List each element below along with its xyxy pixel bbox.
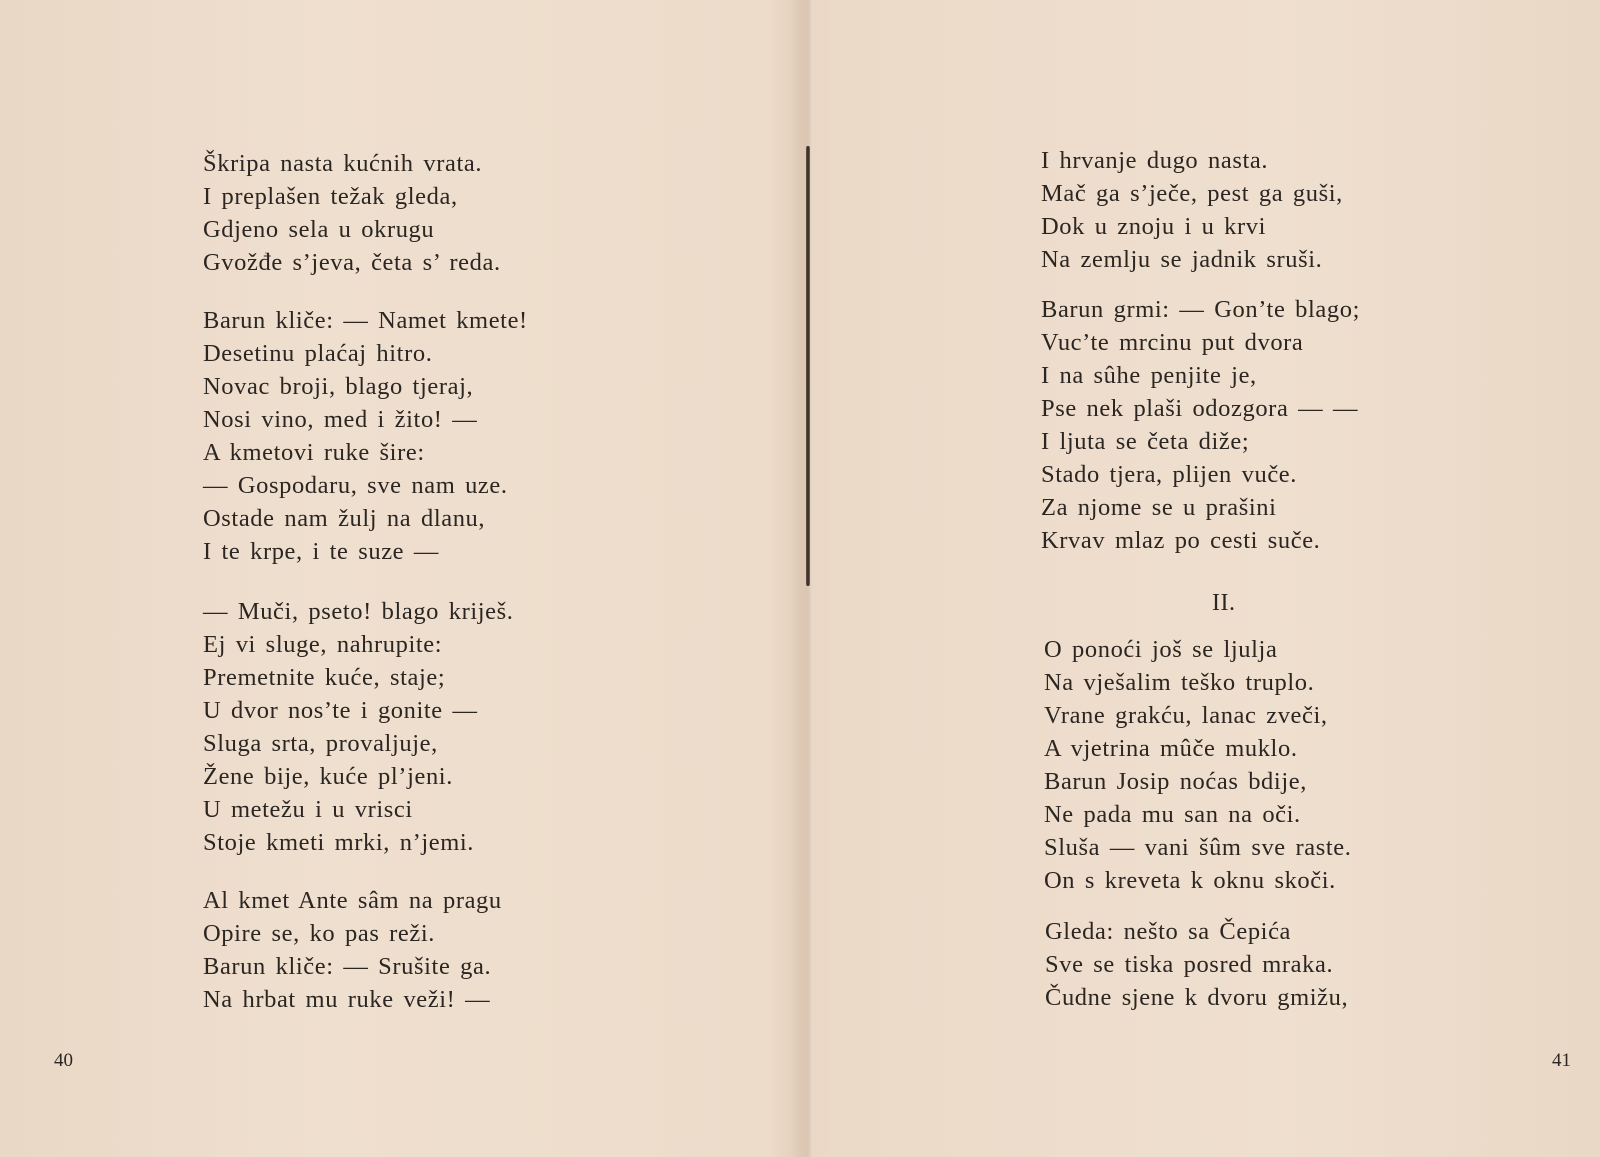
verse-line: Pse nek plaši odozgora — — — [1041, 395, 1359, 422]
verse-line: Na hrbat mu ruke veži! — — [203, 986, 491, 1013]
verse-line: Novac broji, blago tjeraj, — [203, 373, 474, 400]
verse-line: Na vješalim teško truplo. — [1044, 669, 1315, 696]
verse-line: Čudne sjene k dvoru gmižu, — [1045, 984, 1349, 1011]
verse-line: Ostade nam žulj na dlanu, — [203, 505, 486, 532]
verse-line: I preplašen težak gleda, — [203, 183, 458, 210]
verse-line: Barun kliče: — Namet kmete! — [203, 307, 528, 334]
verse-line: Sluga srta, provaljuje, — [203, 730, 438, 757]
verse-line: Na zemlju se jadnik sruši. — [1041, 246, 1323, 273]
verse-line: Gdjeno sela u okrugu — [203, 216, 435, 243]
verse-line: A kmetovi ruke šire: — [203, 439, 425, 466]
verse-line: Premetnite kuće, staje; — [203, 664, 446, 691]
verse-line: I te krpe, i te suze — — [203, 538, 439, 565]
stanza — [1041, 293, 1360, 557]
verse-line: — Gospodaru, sve nam uze. — [203, 472, 508, 499]
verse-line: O ponoći još se ljulja — [1044, 636, 1278, 663]
verse-line: Žene bije, kuće pl’jeni. — [203, 763, 453, 790]
verse-line: U metežu i u vrisci — [203, 796, 413, 823]
verse-line: Stoje kmeti mrki, n’jemi. — [203, 829, 475, 856]
stanza — [203, 147, 501, 279]
page-number: 41 — [1552, 1050, 1571, 1071]
verse-line: Sve se tiska posred mraka. — [1045, 951, 1334, 978]
verse-line: — Muči, pseto! blago kriješ. — [203, 598, 514, 625]
stanza — [1045, 915, 1348, 1014]
verse-line: Krvav mlaz po cesti suče. — [1041, 527, 1321, 554]
verse-line: I na sûhe penjite je, — [1041, 362, 1257, 389]
section-heading: II. — [1212, 590, 1236, 616]
verse-line: I ljuta se četa diže; — [1041, 428, 1250, 455]
verse-line: Barun Josip noćas bdije, — [1044, 768, 1307, 795]
verse-line: A vjetrina mûče muklo. — [1044, 735, 1298, 762]
stanza — [203, 304, 528, 568]
verse-line: Desetinu plaćaj hitro. — [203, 340, 433, 367]
verse-line: Opire se, ko pas reži. — [203, 920, 436, 947]
stanza — [1044, 633, 1351, 897]
verse-line: Barun kliče: — Srušite ga. — [203, 953, 492, 980]
verse-line: Ne pada mu san na oči. — [1044, 801, 1301, 828]
verse-line: Škripa nasta kućnih vrata. — [203, 150, 483, 177]
verse-line: Za njome se u prašini — [1041, 494, 1277, 521]
verse-line: Nosi vino, med i žito! — — [203, 406, 478, 433]
stanza — [203, 884, 502, 1016]
verse-line: Sluša — vani šûm sve raste. — [1044, 834, 1352, 861]
verse-line: U dvor nos’te i gonite — — [203, 697, 478, 724]
stanza — [203, 595, 514, 859]
page-number: 40 — [54, 1050, 73, 1071]
verse-line: Vuc’te mrcinu put dvora — [1041, 329, 1304, 356]
verse-line: Stado tjera, plijen vuče. — [1041, 461, 1297, 488]
verse-line: Al kmet Ante sâm na pragu — [203, 887, 502, 914]
verse-line: I hrvanje dugo nasta. — [1041, 147, 1269, 174]
verse-line: Ej vi sluge, nahrupite: — [203, 631, 443, 658]
verse-line: Vrane grakću, lanac zveči, — [1044, 702, 1328, 729]
verse-line: Gvožđe s’jeva, četa s’ reda. — [203, 249, 501, 276]
verse-line: On s kreveta k oknu skoči. — [1044, 867, 1336, 894]
verse-line: Barun grmi: — Gon’te blago; — [1041, 296, 1360, 323]
verse-line: Gleda: nešto sa Čepića — [1045, 918, 1292, 945]
verse-line: Mač ga s’ječe, pest ga guši, — [1041, 180, 1343, 207]
right-page — [800, 0, 1600, 1157]
stanza — [1041, 144, 1343, 276]
verse-line: Dok u znoju i u krvi — [1041, 213, 1267, 240]
